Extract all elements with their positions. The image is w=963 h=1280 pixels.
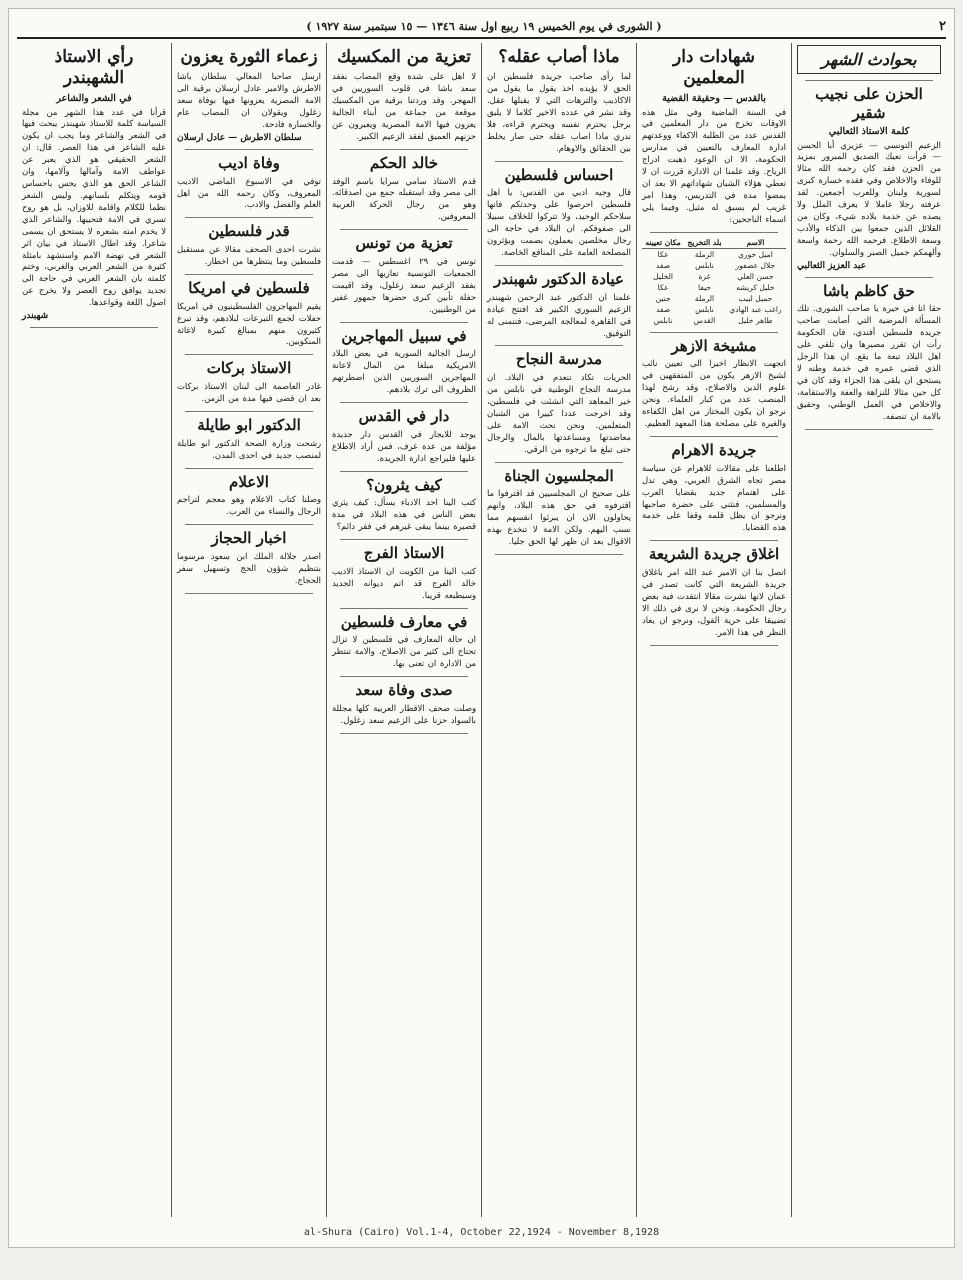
table-cell: الرملة: [694, 249, 715, 259]
article-body: وصلت صحف الاقطار العربية كلها مجللة بالسواد حزنا على الزعيم سعد زغلول.: [332, 702, 476, 725]
article: [177, 279, 321, 348]
article-body: كتب الينا احد الادباء يسأل: كيف يثري بعض الناس في هذه البلاد في مدة قصيرة بينما يبقى غيرهم في فقر دائم؟: [332, 497, 476, 532]
article: [487, 270, 631, 339]
headline: رأي الاستاذ الشهبندر: [54, 47, 134, 89]
table-row: [642, 304, 786, 315]
subheadline: بالقدس — وحقيقة القضية: [662, 92, 766, 104]
column-2: [636, 43, 791, 1217]
article-body: تونس في ٢٩ اغسطس — قدمت الجمعيات التونسية تعازيها الى مصر بفقد الزعيم سعد زغلول، وقد اقيمت حفلة تأبين كبرى حضرها جمهور غفير من الوطنيين.: [332, 255, 476, 314]
headline: فلسطين في امريكا: [188, 278, 310, 297]
article: [332, 476, 476, 534]
article: [332, 234, 476, 315]
article-body: الزعيم التونسي — عزيزي أبا الحسن — قرأت نعيك الصديق المبرور بمزيد من الحزن فقد كان رحمه الله مثالا للوفاء والاخلاص وفي فقده خسارة كبرى لسورية ولبنان وللعرب أجمعين. لقد عرفته رجلا عاملا لا يعرف الملل ولا يصده عن خدمة بلاده شيء، وكان من القلائل الذين جمعوا بين الذكاء والأدب وسعة الاطلاع. فرحمه الله رحمة واسعة وألهمكم جميل الصبر والسلوان.: [797, 139, 941, 257]
article: [332, 327, 476, 396]
divider: [185, 468, 313, 469]
table-cell: حسن العلي: [737, 271, 774, 281]
divider: [185, 149, 313, 150]
article-body: رشحت وزارة الصحة الدكتور ابو طايلة لمنصب جديد في احدى المدن.: [177, 437, 321, 460]
article: [177, 47, 321, 143]
divider: [185, 274, 313, 275]
article-body: اصدر جلالة الملك ابن سعود مرسوما بتنظيم شؤون الحج وتسهيل سفر الحجاج.: [177, 550, 321, 585]
article: [332, 544, 476, 602]
column-5: [171, 43, 326, 1217]
divider: [495, 161, 623, 162]
archive-citation: al-Shura (Cairo) Vol.1-4, October 22,1924 - November 8,1928: [303, 1227, 660, 1238]
headline: مدرسة النجاح: [515, 350, 603, 369]
headline: صدى وفاة سعد: [355, 681, 453, 700]
article-body: لما رأى صاحب جريدة فلسطين ان الحق لا يؤيده اخذ يقول ما يقول من الاكاذيب والترهات التي لا يقبلها عقل. وقد نشر في عدده الاخير كلاما لا يليق برجل يحترم نفسه ويحترم قراءه، فلا ندري ماذا اصاب عقله حتى صار يخلط بين الحقائق والاوهام.: [487, 71, 631, 153]
headline: اخبار الحجاز: [211, 529, 287, 548]
headline: الاستاذ الفرج: [363, 544, 445, 563]
divider: [30, 327, 158, 328]
divider: [650, 540, 778, 541]
article-body: اتجهت الانظار اخيرا الى تعيين نائب لشيخ الازهر يكون من المتفقهين في علوم الدين والاصلاح، وقد رشح لهذا المنصب عدد من كبار العلماء. ونحن نرجو ان يكون المختار من اهل الكفاءة والغيرة على مصلحة هذا المعهد العظيم.: [642, 358, 786, 429]
table-header: الاسم: [725, 237, 786, 249]
headline: اغلاق جريدة الشريعة: [648, 545, 780, 564]
headline: شهادات دار المعلمين: [673, 47, 755, 89]
table-row: [642, 248, 786, 260]
divider: [185, 217, 313, 218]
article: [642, 237, 786, 326]
column-6: [17, 43, 171, 1217]
headline: في معارف فلسطين: [340, 612, 468, 631]
divider: [650, 645, 778, 646]
divider: [340, 733, 468, 734]
column-1: [791, 43, 946, 1217]
table-cell: جنين: [655, 293, 671, 303]
headline: الحزن على نجيب شقير: [815, 85, 923, 122]
article-body: يوجد للايجار في القدس دار جديدة مؤلفة من عدة غرف، فمن أراد الاطلاع عليها فليراجع ادارة الجريدة.: [332, 428, 476, 463]
article-body: نشرت احدى الصحف مقالا عن مستقبل فلسطين وما ينتظرها من اخطار.: [177, 244, 321, 267]
article: [487, 166, 631, 259]
table-cell: صفد: [655, 304, 671, 314]
headline: زعماء الثورة يعزون: [180, 47, 318, 67]
headline: حق كاظم باشا: [823, 281, 915, 300]
divider: [495, 554, 623, 555]
divider: [495, 462, 623, 463]
headline: في سبيل المهاجرين: [341, 326, 467, 345]
headline: تعزية من المكسيك: [337, 47, 471, 67]
article: [177, 359, 321, 405]
table-row: [642, 271, 786, 282]
headline: مشيخة الازهر: [671, 336, 757, 355]
article: [22, 47, 166, 321]
article-body: الحريات تكاد تنعدم في البلاد. ان مدرسة النجاح الوطنية في نابلس من خير المعاهد التي انشئت في فلسطين، وقد اخرجت عددا كبيرا من الشبان المتعلمين. ونحن نحث الامة على معاضدتها ومساعدتها بالمال والرجال حتى تبلغ ما ترجوه من الرقي.: [487, 372, 631, 454]
article-body: في السنة الماضية وفي مثل هذه الاوقات تخرج من دار المعلمين في القدس عدد من الطلبة الاكفاء ووعدتهم ادارة المعارف بالتعيين في مدارس الحكومة، الا ان الوعود ذهبت ادراج الرياح. وقد علمنا ان الادارة قررت ان لا تعطي هؤلاء الشبان شهاداتهم الا بعد ان يمضوا مدة في التدريس، وهذا امر غريب لم يسبق له مثيل. وفيما يلي اسماء الناجحين:: [642, 106, 786, 224]
article: [177, 222, 321, 268]
headline: دار في القدس: [358, 407, 450, 426]
divider: [340, 471, 468, 472]
dateline: ( الشورى في يوم الخميس ١٩ ربيع اول سنة ١٣٤٦ — ١٥ سبتمبر سنة ١٩٢٧ ): [306, 19, 662, 33]
divider: [185, 354, 313, 355]
table-cell: الخليل: [653, 271, 674, 281]
table-cell: راغب عبد الهادي: [729, 304, 782, 314]
divider: [340, 676, 468, 677]
article-body: حقا انا في حيرة يا صاحب الشورى. تلك المسألة المرضية التي أصابت صاحب جريدة فلسطين أفندي، فان الحكومة رأت ان تقرر مصيرها وان تلقي على اهل البلاد تبعة ما يقع. ان هذا الرجل الذي قضى عمره في خدمة وطنه لا يستحق ان يلقى هذا الجزاء وقد كان في كل حين مثالا للنزاهة والعفة والاستقامة، والاخلاص في العمل الوطني، وحقيق بالامة ان تنصفه.: [797, 303, 941, 421]
divider: [185, 411, 313, 412]
article-body: يقيم المهاجرون الفلسطينيون في امريكا حفلات لجمع التبرعات لبلادهم، وقد تبرع كثيرون منهم بمبالغ كبيرة لاغاثة المنكوبين.: [177, 300, 321, 347]
masthead: [17, 15, 946, 39]
article: [487, 467, 631, 548]
article: [177, 154, 321, 212]
divider: [805, 277, 933, 278]
headline: الاعلام: [229, 472, 269, 491]
columns: [17, 43, 946, 1217]
table-cell: حيفا: [697, 282, 712, 292]
article-body: علمنا ان الدكتور عبد الرحمن شهبندر الزعيم السوري الكبير قد افتتح عيادة في القاهرة لمعالجة المرضى، فنتمنى له التوفيق.: [487, 291, 631, 338]
headline: كيف يثرون؟: [366, 475, 442, 494]
column-3: [481, 43, 636, 1217]
article: [797, 45, 941, 74]
article: [642, 47, 786, 226]
article-body: لا اهل على شدة وقع المصاب بفقد سعد باشا في قلوب السوريين في المهجر. وقد وردتنا برقية من المكسيك موقعة من جماعة من أبناء الجالية يعزون فيها الامة المصرية ويعبرون عن حزنهم العميق لفقد الزعيم الكبير.: [332, 71, 476, 141]
table-cell: غزة: [698, 271, 711, 281]
divider: [495, 265, 623, 266]
headline: جريدة الاهرام: [671, 441, 757, 459]
divider: [185, 593, 313, 594]
column-4: [326, 43, 481, 1217]
headline: الاستاذ بركات: [206, 359, 292, 378]
headline: عيادة الدكتور شهبندر: [494, 269, 624, 288]
headline: قدر فلسطين: [208, 222, 290, 241]
article-body: اطلعنا على مقالات للاهرام عن سياسة مصر تجاه الشرق العربي، وهي تدل على اهتمام جديد بقضايا العرب والمسلمين، فنثني على حضرة صاحبها ونرجو ان يظل قلمه وقفا على خدمة هذه القضايا.: [642, 462, 786, 533]
table-row: [642, 282, 786, 293]
headline: المجلسيون الجناة: [504, 466, 614, 485]
article: [177, 473, 321, 519]
table-cell: اميل خوري: [737, 249, 773, 259]
results-table: [642, 237, 786, 326]
article-body: ارسل الجالية السورية في بعض البلاد الامريكية مبلغا من المال لاعانة المهاجرين السوريين الذين اضطرتهم الظروف الى ترك بلادهم.: [332, 348, 476, 395]
table-header: بلد التخريج: [684, 237, 725, 249]
article: [177, 529, 321, 587]
newspaper-page: [8, 8, 955, 1248]
divider: [340, 539, 468, 540]
article-body: قال وجيه ادبي من القدس: يا اهل فلسطين احرصوا على وحدتكم فانها سلاحكم الوحيد، ولا تتركوا للخلاف سبيلا الى صفوفكم. ان البلاد في حاجة الى رجال مخلصين يعملون بصمت ويؤثرون المصلحة العامة على المنافع الخاصة.: [487, 187, 631, 258]
article-body: ارسل صاحبا المعالي سلطان باشا الاطرش والامير عادل ارسلان برقية الى الامة المصرية يعزونها فيها بوفاة سعد زغلول ويقولان ان المصاب عام والخسارة فادحة.: [177, 71, 321, 129]
divider: [340, 608, 468, 609]
divider: [650, 232, 778, 233]
article: [642, 337, 786, 430]
divider: [650, 332, 778, 333]
table-cell: عكا: [657, 249, 669, 259]
article: [332, 407, 476, 465]
article: [487, 47, 631, 155]
article: [332, 613, 476, 671]
article: [177, 416, 321, 462]
table-row: [642, 260, 786, 271]
divider: [495, 345, 623, 346]
article-body: على صحيح ان المجلسيين قد اقترفوا ما اقترفوه في حق هذه البلاد، وانهم يحاولون الان ان يبرئوا انفسهم مما نسب اليهم. ولكن الامة لا تنخدع بهذه الاقوال بعد ان ظهر لها الحق جليا.: [487, 488, 631, 547]
article-body: اتصل بنا ان الامير عبد الله امر باغلاق جريدة الشريعة التي كانت تصدر في عمان لانها نشرت مقالا انتقدت فيه بعض رجال الحكومة. ونحن لا نرى في ذلك الا تضييقا على حرية القول، ونرجو ان يعاد النظر في هذا الامر.: [642, 567, 786, 637]
article-body: ان حالة المعارف في فلسطين لا تزال تحتاج الى كثير من الاصلاح، والامة تنتظر من الادارة ان تعنى بها.: [332, 634, 476, 669]
table-cell: نابلس: [653, 315, 673, 325]
table-cell: عكا: [657, 282, 669, 292]
table-cell: جلال عصفور: [735, 260, 776, 270]
divider: [650, 436, 778, 437]
table-cell: القدس: [693, 315, 716, 325]
table-cell: نابلس: [695, 260, 714, 270]
headline: تعزية من تونس: [355, 234, 453, 253]
table-row: [642, 293, 786, 304]
divider: [805, 80, 933, 81]
signature: شهبندر: [22, 311, 49, 322]
headline: الدكتور ابو طايلة: [197, 416, 301, 434]
section-logo: بحوادث الشهر: [797, 45, 941, 74]
article: [332, 47, 476, 143]
article-body: قرأنا في عدد هذا الشهر من مجلة السياسة كلمة للاستاذ شهبندر يبحث فيها في الشعر والشاعر وما يجب ان يكون عليه الشاعر في هذا العصر. قال: ان الشعر الحقيقي هو الذي يعبر عن عواطف الامة وآمالها وآلامها، وان الشاعر الحق هو الذي يحس باحساس قومه ويتكلم بلسانهم. وليس الشعر نظما للكلام واقامة للاوزان، بل هو روح تسري في الامة فتحييها. والشاعر الذي لا يخدم امته بشعره لا يستحق ان يسمى شاعرا. وقد اطال الاستاذ في بيان اثر الشعر في نهضة الامم واستشهد بامثلة كثيرة من الشعر العربي والغربي، وختم كلمته بان الشعر العربي في حاجة الى تجديد يوافق روح العصر ولا يخرج عن اصول اللغة وقواعدها.: [21, 106, 166, 308]
table-cell: الرملة: [694, 293, 715, 303]
article: [487, 350, 631, 455]
article: [332, 681, 476, 727]
divider: [805, 429, 933, 430]
subheadline: كلمة الاستاذ الثعالبي: [828, 125, 910, 137]
divider: [340, 229, 468, 230]
table-cell: طاهر خليل: [738, 315, 773, 325]
article: [797, 85, 941, 271]
article: [642, 441, 786, 534]
table-cell: خليل كريشه: [736, 282, 775, 292]
article: [332, 154, 476, 223]
article: [642, 545, 786, 638]
article-body: توفي في الاسبوع الماضي الاديب المعروف، وكان رحمه الله من اهل العلم والفضل والادب.: [177, 175, 321, 210]
divider: [340, 402, 468, 403]
table-row: [642, 315, 786, 326]
headline: وفاة اديب: [218, 153, 280, 172]
article: [797, 282, 941, 423]
article-body: كتب الينا من الكويت ان الاستاذ الاديب خالد الفرج قد اتم ديوانه الجديد وسيطبعه قريبا.: [332, 565, 476, 600]
article-body: قدم الاستاذ سامي سرايا باسم الوفد الى مصر وقد استقبله جمع من اصدقائه. وهو من رجال الحركة العربية المعروفين.: [332, 175, 476, 222]
table-cell: نابلس: [695, 304, 714, 314]
table-cell: صفد: [655, 260, 671, 270]
headline: ماذا أصاب عقله؟: [498, 47, 620, 67]
signature: عبد العزيز الثعالبي: [797, 260, 867, 271]
divider: [185, 524, 313, 525]
article-body: غادر العاصمة الى لبنان الاستاذ بركات بعد ان قضى فيها مدة من الزمن.: [177, 381, 321, 404]
table-cell: جميل لبيب: [738, 293, 773, 303]
signature: سلطان الاطرش — عادل ارسلان: [177, 132, 302, 143]
headline: خالد الحكم: [369, 153, 439, 172]
divider: [340, 149, 468, 150]
headline: احساس فلسطين: [504, 165, 614, 184]
divider: [340, 322, 468, 323]
subheadline: في الشعر والشاعر: [56, 92, 132, 104]
table-header: مكان تعيينه: [642, 237, 684, 249]
article-body: وصلنا كتاب الاعلام وهو معجم لتراجم الرجال والنساء من العرب.: [177, 494, 321, 517]
page-number: ٢: [939, 18, 946, 34]
